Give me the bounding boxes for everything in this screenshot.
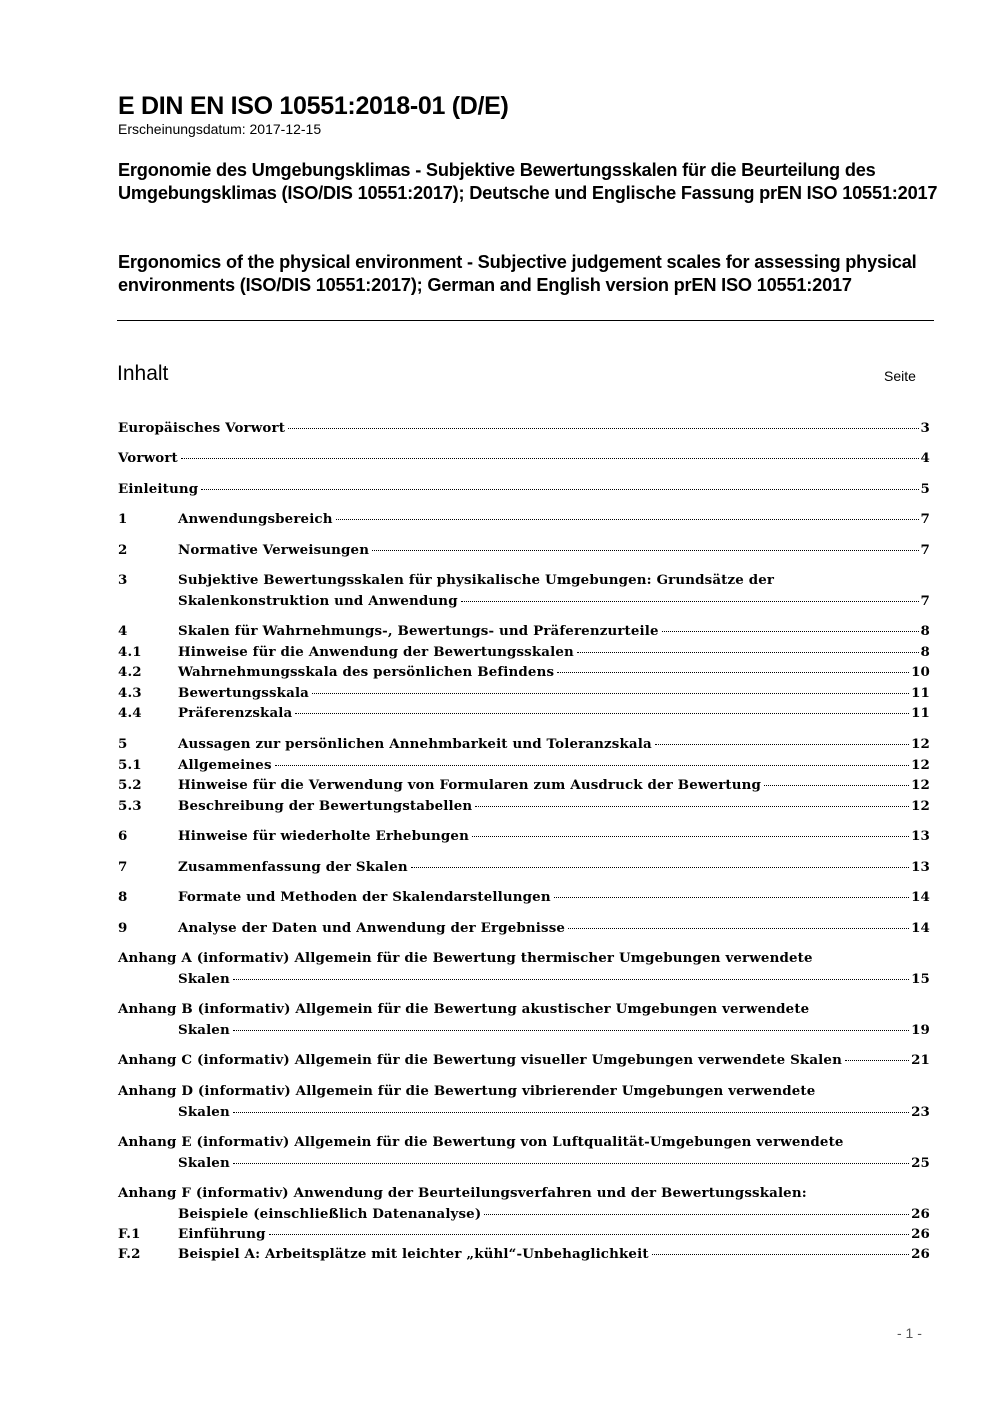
toc-entry-continuation[interactable] (178, 969, 930, 989)
toc-entry-number: 5 (118, 736, 128, 752)
toc-entry-title: Anhang C (informativ) Allgemein für die Bewertung visueller Umgebungen verwendete Skalen (118, 1052, 842, 1068)
toc-page-label: Seite (884, 368, 916, 384)
toc-dot-leader (655, 744, 909, 745)
toc-entry-page: 7 (920, 542, 930, 558)
toc-entry-title-continued: Skalen (178, 971, 230, 987)
toc-entry-title: Zusammenfassung der Skalen (178, 859, 408, 875)
toc-entry-page: 4 (920, 450, 930, 466)
toc-entry-title: Anhang D (informativ) Allgemein für die Bewertung vibrierender Umgebungen verwendete (118, 1083, 816, 1099)
toc-entry[interactable] (118, 918, 930, 938)
toc-entry-page: 10 (911, 664, 930, 680)
toc-entry[interactable] (118, 1244, 930, 1264)
toc-dot-leader (557, 672, 909, 673)
title-divider (117, 320, 934, 321)
toc-entry-continuation[interactable] (178, 1153, 930, 1173)
toc-entry[interactable] (118, 826, 930, 846)
toc-entry-number: 5.1 (118, 757, 142, 773)
toc-entry-page: 3 (920, 420, 930, 436)
toc-entry-page: 11 (911, 705, 930, 721)
toc-entry-continuation[interactable] (178, 1020, 930, 1040)
toc-entry[interactable] (118, 775, 930, 795)
toc-entry-title: Allgemeines (178, 757, 272, 773)
toc-heading: Inhalt (117, 362, 169, 385)
toc-entry-page: 12 (911, 777, 930, 793)
page-number: - 1 - (897, 1325, 922, 1341)
toc-dot-leader (233, 979, 909, 980)
toc-entry-continuation[interactable] (178, 591, 930, 611)
toc-entry-title-continued: Skalen (178, 1022, 230, 1038)
toc-dot-leader (233, 1112, 909, 1113)
toc-entry-page: 12 (911, 798, 930, 814)
toc-dot-leader (461, 601, 919, 602)
toc-entry-number: 4.2 (118, 664, 142, 680)
toc-entry-page: 25 (911, 1155, 930, 1171)
toc-entry-page: 14 (911, 889, 930, 905)
toc-entry-title: Bewertungsskala (178, 685, 310, 701)
toc-entry[interactable] (118, 479, 930, 499)
document-id: E DIN EN ISO 10551:2018-01 (D/E) (118, 92, 509, 120)
toc-entry[interactable] (118, 621, 930, 641)
toc-entry[interactable] (118, 509, 930, 529)
toc-entry[interactable] (118, 755, 930, 775)
toc-entry[interactable] (118, 1183, 930, 1203)
toc-entry-page: 15 (911, 971, 930, 987)
toc-entry-page: 23 (911, 1104, 930, 1120)
toc-entry-number: 9 (118, 920, 128, 936)
toc-dot-leader (295, 713, 909, 714)
toc-entry-page: 7 (920, 511, 930, 527)
toc-entry[interactable] (118, 948, 930, 968)
title-german: Ergonomie des Umgebungsklimas - Subjektive Bewertungsskalen für die Beurteilung des Umgebungsklimas (ISO/DIS 10551:2017); Deutsche und Englische Fassung prEN ISO 10551:2017 (118, 160, 938, 203)
toc-dot-leader (475, 806, 909, 807)
toc-entry[interactable] (118, 857, 930, 877)
toc-entry-page: 19 (911, 1022, 930, 1038)
toc-dot-leader (336, 519, 919, 520)
toc-entry-title: Hinweise für wiederholte Erhebungen (178, 828, 469, 844)
toc-entry-title: Anwendungsbereich (178, 511, 333, 527)
toc-entry[interactable] (118, 703, 930, 723)
toc-entry-title: Anhang F (informativ) Anwendung der Beurteilungsverfahren und der Bewertungsskalen: (118, 1185, 807, 1201)
toc-entry-number: F.1 (118, 1226, 141, 1242)
toc-entry-title: Europäisches Vorwort (118, 420, 286, 436)
toc-entry[interactable] (118, 1224, 930, 1244)
toc-entry-title: Einführung (178, 1226, 266, 1242)
toc-entry-title: Anhang A (informativ) Allgemein für die Bewertung thermischer Umgebungen verwendete (118, 950, 813, 966)
toc-entry-title-continued: Skalen (178, 1104, 230, 1120)
toc-entry-title: Beschreibung der Bewertungstabellen (178, 798, 473, 814)
toc-dot-leader (411, 867, 909, 868)
toc-entry[interactable] (118, 418, 930, 438)
toc-entry-number: 4.1 (118, 644, 142, 660)
toc-dot-leader (577, 652, 919, 653)
toc-entry-title-continued: Skalen (178, 1155, 230, 1171)
toc-entry-title: Skalen für Wahrnehmungs-, Bewertungs- und Präferenzurteile (178, 623, 659, 639)
toc-entry-title: Aussagen zur persönlichen Annehmbarkeit und Toleranzskala (178, 736, 652, 752)
toc-entry-number: 4 (118, 623, 128, 639)
toc-entry-number: 8 (118, 889, 128, 905)
toc-dot-leader (568, 928, 909, 929)
toc-entry-title: Normative Verweisungen (178, 542, 370, 558)
toc-entry-title: Präferenzskala (178, 705, 293, 721)
toc-dot-leader (288, 428, 918, 429)
toc-entry-page: 13 (911, 859, 930, 875)
toc-entry-number: 6 (118, 828, 128, 844)
toc-entry-number: 4.3 (118, 685, 142, 701)
toc-entry-page: 14 (911, 920, 930, 936)
toc-dot-leader (845, 1060, 909, 1061)
toc-entry[interactable] (118, 540, 930, 560)
toc-entry[interactable] (118, 683, 930, 703)
publication-date: Erscheinungsdatum: 2017-12-15 (118, 121, 322, 137)
toc-entry[interactable] (118, 1050, 930, 1070)
toc-entry-number: F.2 (118, 1246, 141, 1262)
toc-entry-title: Wahrnehmungsskala des persönlichen Befindens (178, 664, 555, 680)
toc-entry-page: 5 (920, 481, 930, 497)
toc-entry-title: Subjektive Bewertungsskalen für physikalische Umgebungen: Grundsätze der (178, 572, 775, 588)
title-english: Ergonomics of the physical environment - Subjective judgement scales for assessing physical environments (ISO/DIS 10551:2017); German and English version prEN ISO 10551:2017 (118, 252, 917, 295)
toc-dot-leader (652, 1254, 909, 1255)
toc-entry-page: 7 (920, 593, 930, 609)
toc-entry-page: 21 (911, 1052, 930, 1068)
toc-dot-leader (233, 1163, 909, 1164)
toc-entry-number: 2 (118, 542, 128, 558)
toc-entry[interactable] (118, 1132, 930, 1152)
toc-dot-leader (269, 1234, 909, 1235)
toc-dot-leader (472, 836, 909, 837)
toc-dot-leader (662, 631, 919, 632)
toc-entry[interactable] (118, 999, 930, 1019)
toc-entry-title: Vorwort (118, 450, 178, 466)
toc-entry-page: 26 (911, 1226, 930, 1242)
toc-entry-page: 11 (911, 685, 930, 701)
toc-entry[interactable] (118, 887, 930, 907)
toc-entry-number: 5.2 (118, 777, 142, 793)
toc-entry[interactable] (118, 448, 930, 468)
toc-entry[interactable] (118, 734, 930, 754)
toc-dot-leader (275, 765, 909, 766)
toc-entry-title: Beispiel A: Arbeitsplätze mit leichter „kühl“-Unbehaglichkeit (178, 1246, 649, 1262)
toc-entry[interactable] (118, 642, 930, 662)
toc-dot-leader (554, 897, 909, 898)
toc-dot-leader (484, 1214, 909, 1215)
toc-entry-title: Anhang E (informativ) Allgemein für die Bewertung von Luftqualität-Umgebungen verwendete (118, 1134, 844, 1150)
toc-entry-number: 7 (118, 859, 128, 875)
toc-entry-number: 4.4 (118, 705, 142, 721)
toc-entry-page: 26 (911, 1206, 930, 1222)
toc-entry[interactable] (118, 662, 930, 682)
toc-entry-title: Analyse der Daten und Anwendung der Ergebnisse (178, 920, 566, 936)
toc-dot-leader (372, 550, 918, 551)
toc-entry-title: Einleitung (118, 481, 199, 497)
toc-entry-page: 12 (911, 736, 930, 752)
toc-entry-page: 12 (911, 757, 930, 773)
toc-entry-title: Anhang B (informativ) Allgemein für die Bewertung akustischer Umgebungen verwendete (118, 1001, 810, 1017)
toc-dot-leader (764, 785, 909, 786)
toc-entry-continuation[interactable] (178, 1204, 930, 1224)
toc-dot-leader (312, 693, 909, 694)
toc-entry[interactable] (118, 570, 930, 590)
toc-entry-page: 26 (911, 1246, 930, 1262)
toc-entry-continuation[interactable] (178, 1102, 930, 1122)
toc-entry-title: Hinweise für die Anwendung der Bewertungsskalen (178, 644, 574, 660)
toc-entry-page: 13 (911, 828, 930, 844)
toc-entry-title-continued: Beispiele (einschließlich Datenanalyse) (178, 1206, 482, 1222)
toc-entry-number: 3 (118, 572, 128, 588)
toc-entry-page: 8 (920, 644, 930, 660)
toc-entry-page: 8 (920, 623, 930, 639)
toc-entry[interactable] (118, 1081, 930, 1101)
toc-entry[interactable] (118, 796, 930, 816)
toc-entry-title: Hinweise für die Verwendung von Formularen zum Ausdruck der Bewertung (178, 777, 762, 793)
toc-entry-number: 5.3 (118, 798, 142, 814)
toc-dot-leader (201, 489, 918, 490)
toc-entry-title: Formate und Methoden der Skalendarstellungen (178, 889, 551, 905)
toc-entry-number: 1 (118, 511, 128, 527)
toc-dot-leader (181, 458, 919, 459)
toc-entry-title-continued: Skalenkonstruktion und Anwendung (178, 593, 458, 609)
toc-dot-leader (233, 1030, 909, 1031)
